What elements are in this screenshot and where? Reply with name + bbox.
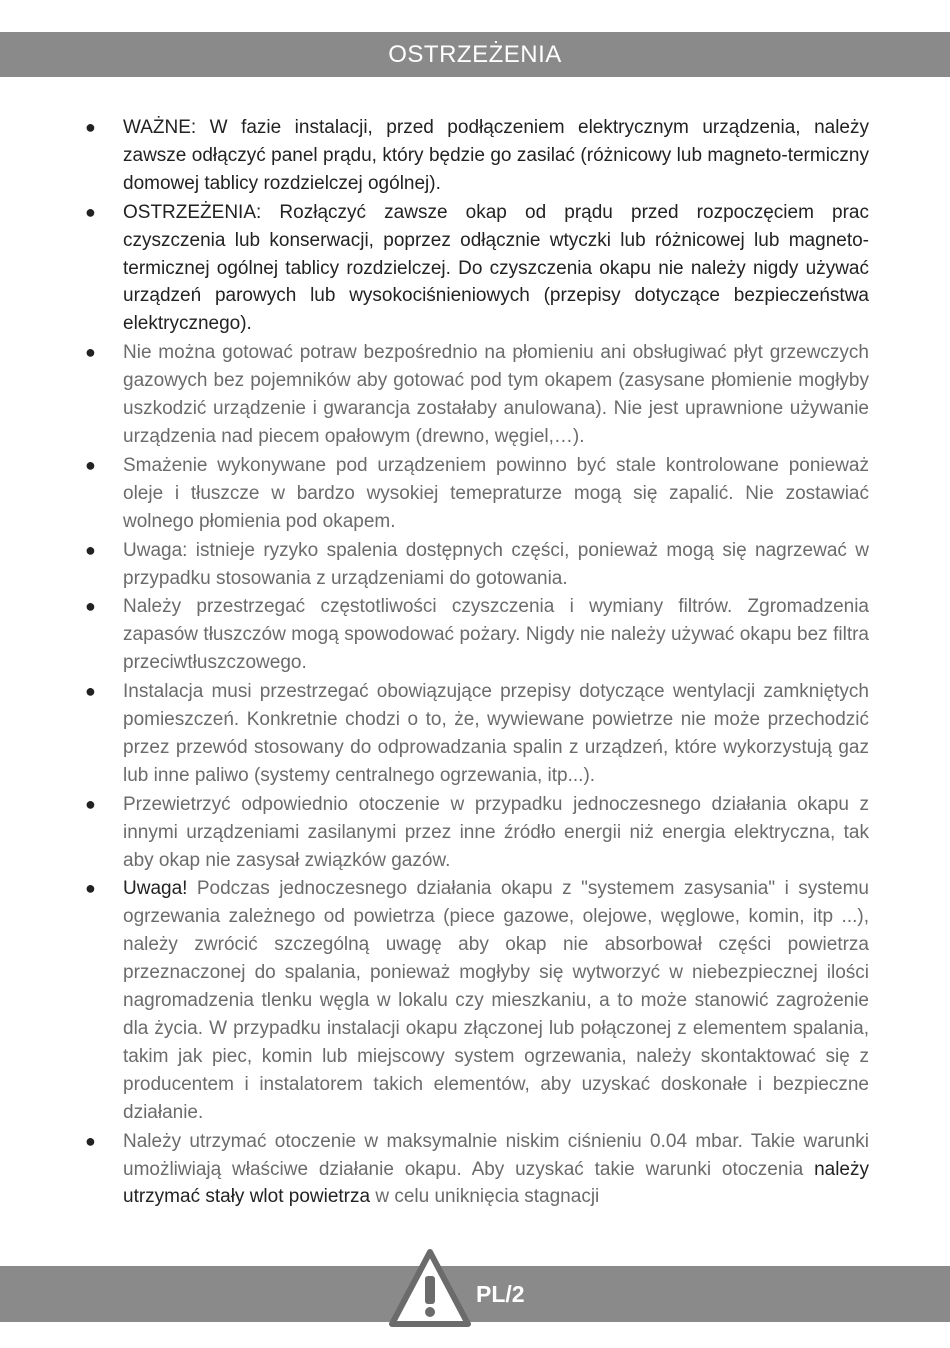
bullet-icon: ●	[85, 117, 96, 137]
item-text: Smażenie wykonywane pod urządzeniem powinno być stale kontrolowane ponieważ oleje i tłuszcze w bardzo wysokiej temepraturze mogą się zapalić. Nie zostawiać wolnego płomienia pod okapem.	[123, 454, 869, 532]
item-text: Przewietrzyć odpowiednio otoczenie w przypadku jednoczesnego działania okapu z innymi urządzeniami zasilanymi przez inne źródło energii niż energia elektryczna, tak aby okap nie zasysał związków gazów.	[123, 793, 869, 871]
item-text: OSTRZEŻENIA: Rozłączyć zawsze okap od prądu przed rozpoczęciem prac czyszczenia lub konserwacji, poprzez odłącznie wtyczki lub różnicowej lub magneto-termicznej ogólnej tablicy rozdzielczej. Do czyszczenia okapu nie należy nigdy używać urządzeń parowych lub wysokociśnieniowych (przepisy dotyczące bezpieczeństwa elektrycznego).	[123, 201, 869, 335]
bullet-icon: ●	[85, 878, 96, 899]
page-number-text: PL/2	[476, 1280, 525, 1307]
list-item	[85, 593, 869, 677]
list-item	[85, 452, 869, 536]
item-text: WAŻNE: W fazie instalacji, przed podłączeniem elektrycznym urządzenia, należy zawsze odłączyć panel prądu, który będzie go zasilać (różnicowy lub magneto-termiczny domowej tablicy rozdzielczej ogólnej).	[123, 117, 869, 194]
bullet-icon: ●	[85, 454, 96, 475]
bullet-icon: ●	[85, 201, 96, 222]
item-text: Uwaga: istnieje ryzyko spalenia dostępnych części, ponieważ mogą się nagrzewać w przypadku stosowania z urządzeniami do gotowania.	[123, 539, 869, 589]
header-title: OSTRZEŻENIA	[388, 40, 562, 68]
bullet-icon: ●	[85, 1130, 96, 1151]
page-footer	[0, 1266, 950, 1322]
item-text: Podczas jednoczesnego działania okapu z "systemem zasysania" i systemu ogrzewania zależnego od powietrza (piece gazowe, olejowe, węglowe, komin, itp ...), należy zwrócić szczególną uwagę aby okap nie absorbował części powietrza przeznaczonej do spalania, ponieważ mogłyby się wytworzyć w niebezpiecznej ilości nagromadzenia tlenku węgla w lokalu czy mieszkaniu, a to może stanowić zagrożenie dla życia. W przypadku instalacji okapu złączonej lub połączonej z elementem spalania, takim jak piec, komin lub miejscowy system ogrzewania, należy skontaktować się z producentem i instalatorem takich elementów, aby uzyskać doskonałe i bezpieczne działanie.	[123, 878, 869, 1123]
bullet-icon: ●	[85, 539, 96, 560]
bullet-icon: ●	[85, 342, 96, 363]
item-text: Nie można gotować potraw bezpośrednio na płomieniu ani obsługiwać płyt grzewczych gazowych bez pojemników aby gotować pod tym okapem (zasysane płomienie mogłyby uszkodzić urządzenie i gwarancja zostałaby anulowana). Nie jest uprawnione używanie urządzenia nad piecem opałowym (drewno, węgiel,…).	[123, 342, 869, 447]
bullet-icon: ●	[85, 596, 96, 617]
list-item	[85, 791, 869, 875]
list-item	[85, 875, 869, 1126]
list-item	[85, 199, 869, 339]
item-text: Należy utrzymać otoczenie w maksymalnie niskim ciśnieniu 0.04 mbar. Takie warunki umożliwiają właściwe działanie okapu. Aby uzyskać takie warunki otoczenia	[123, 1130, 869, 1180]
item-text-tail: w celu uniknięcia stagnacji	[370, 1186, 600, 1208]
page-number	[476, 1266, 525, 1322]
list-item	[85, 537, 869, 593]
bullet-icon: ●	[85, 681, 96, 702]
item-text: Należy przestrzegać częstotliwości czyszczenia i wymiany filtrów. Zgromadzenia zapasów tłuszczów mogą spowodować pożary. Nigdy nie należy używać okapu bez filtra przeciwtłuszczowego.	[123, 596, 869, 674]
item-lead: Uwaga!	[123, 878, 188, 900]
list-item	[85, 339, 869, 451]
item-text: Instalacja musi przestrzegać obowiązujące przepisy dotyczące wentylacji zamkniętych pomieszczeń. Konkretnie chodzi o to, że, wywiewane powietrze nie może przechodzić przez przewód stosowany do odprowadzania spalin z urządzeń, które wykorzystują gaz lub inne paliwo (systemy centralnego ogrzewania, itp...).	[123, 681, 869, 786]
list-item	[85, 1128, 869, 1212]
list-item	[85, 114, 869, 198]
bullet-icon: ●	[85, 793, 96, 814]
warnings-list	[0, 114, 950, 1212]
item-emphasis: należy utrzymać stały wlot powietrza	[123, 1158, 869, 1208]
list-item	[85, 678, 869, 790]
warning-triangle-icon	[388, 1248, 472, 1328]
page-header	[0, 32, 950, 77]
